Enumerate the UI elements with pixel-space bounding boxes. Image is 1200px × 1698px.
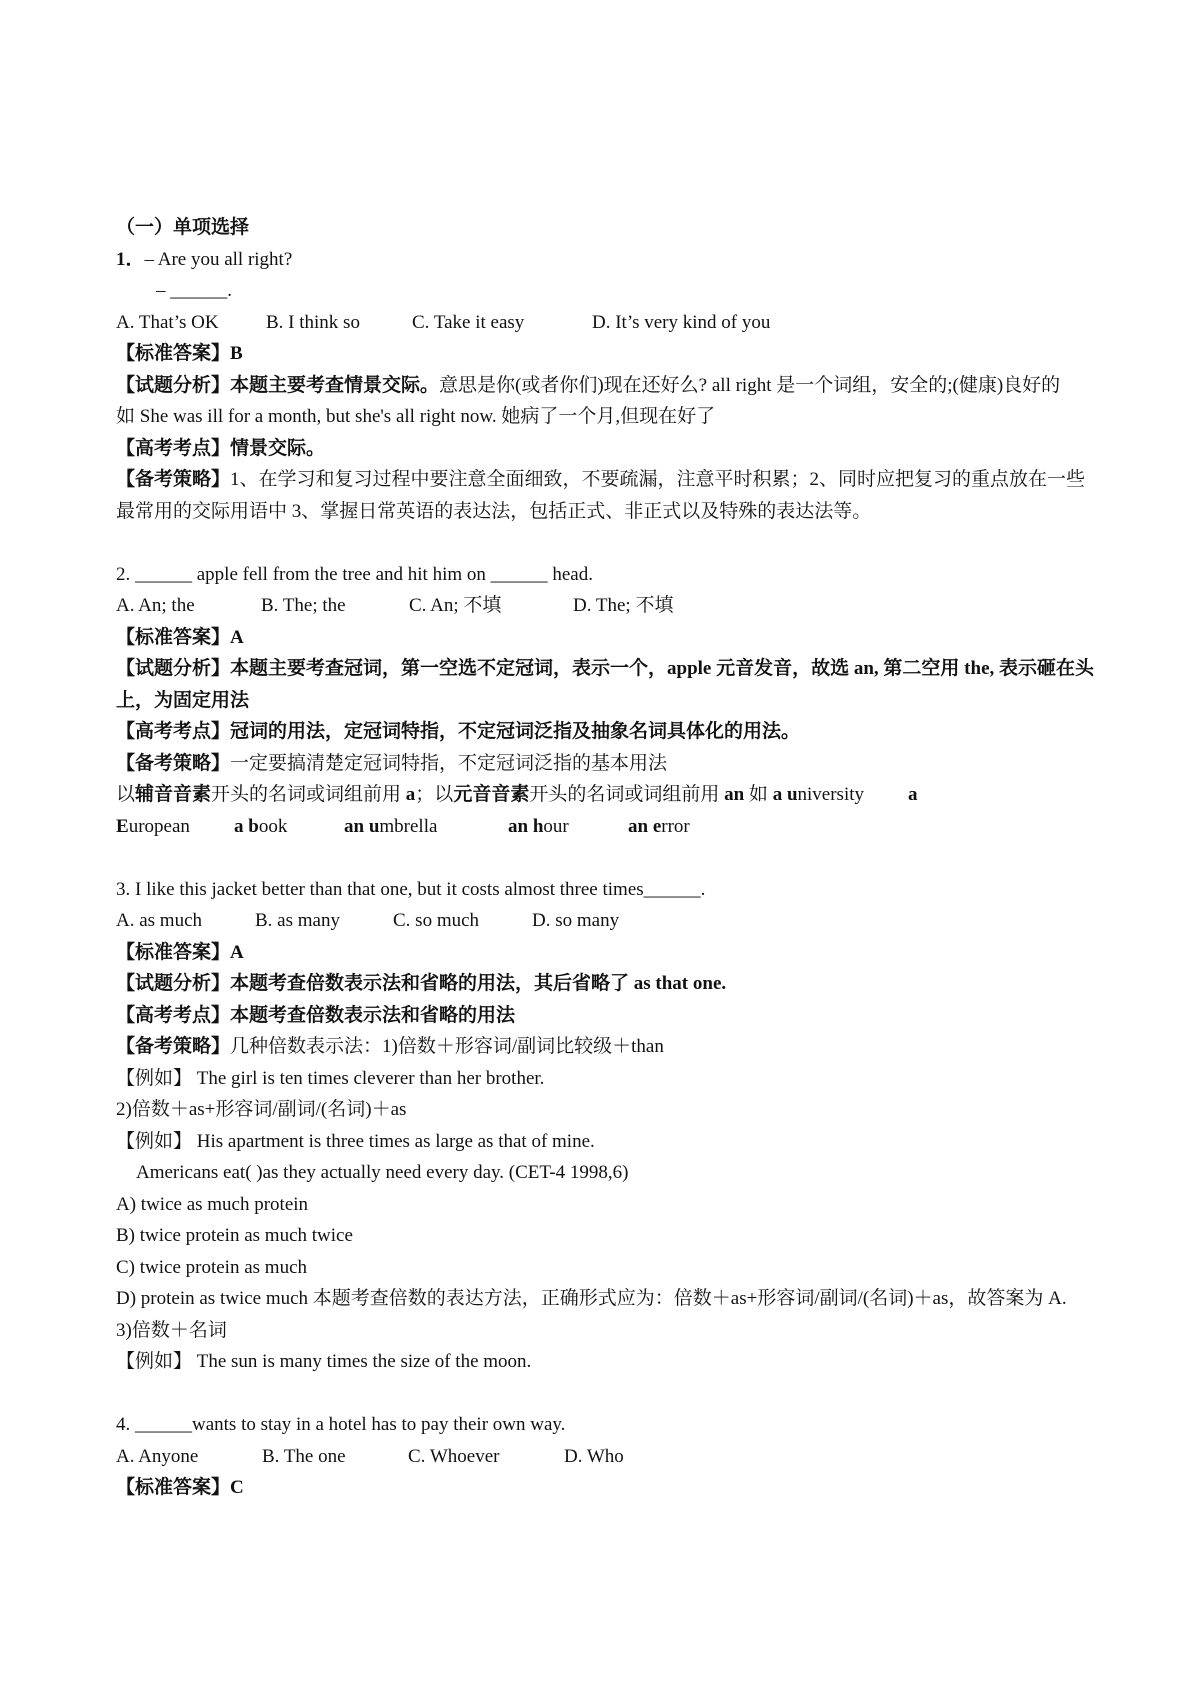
q1-point-text: 情景交际。	[230, 437, 326, 459]
q3-example-3: 【例如】 The sun is many times the size of the moon.	[116, 1351, 532, 1372]
q2-options	[116, 590, 1100, 622]
q1-option-d: D. It’s very kind of you	[592, 311, 771, 333]
q2-rule-part: ；以	[415, 784, 454, 805]
q4-option-a: A. Anyone	[116, 1445, 199, 1467]
q2-word-bold: E	[116, 815, 129, 837]
q1-stem	[116, 244, 1100, 276]
q2-rule-bold: an	[724, 784, 745, 805]
q1-strategy-text: 1、在学习和复习过程中要注意全面细致，不要疏漏，注意平时积累；2、同时应把复习的重点放在一些最常用的交际用语中 3、掌握日常英语的表达法，包括正式、非正式以及特殊的表达法等。	[116, 469, 1086, 522]
q2-example-words	[116, 811, 1100, 843]
q1-number: 1．	[116, 248, 145, 270]
q2-word	[628, 811, 690, 843]
q2-point	[116, 716, 1100, 748]
q2-rule-part: 以	[116, 784, 136, 805]
q2-rule-part: niversity	[797, 784, 865, 805]
q3-options	[116, 905, 1100, 937]
q2-word-rest: rror	[661, 815, 690, 837]
spacer	[116, 842, 1100, 874]
q1-analysis-bold: 本题主要考查情景交际。	[230, 374, 440, 396]
q2-word-rest: our	[543, 815, 569, 837]
q1-example: 如 She was ill for a month, but she's all right now. 她病了一个月,但现在好了	[116, 406, 716, 427]
q3-option-c: C. so much	[393, 910, 480, 931]
q2-word-rest: ook	[258, 815, 288, 837]
q2-answer-value: A	[230, 626, 244, 648]
q4-answer-label: 【标准答案】	[116, 1477, 231, 1498]
q2-rule-part: 如	[744, 784, 773, 805]
q3-analysis-text: 本题考查倍数表示法和省略的用法，其后省略了 as that one.	[230, 973, 727, 994]
q2-rule-part: 开头的名词或词组前用	[211, 784, 406, 805]
q3-formula-3: 3)倍数＋名词	[116, 1319, 227, 1341]
q2-word	[344, 811, 508, 843]
q1-reply: – ______.	[156, 280, 232, 301]
q2-analysis-text: 本题主要考查冠词，第一空选不定冠词，表示一个，apple 元音发音，故选 an, 第二空用 the, 表示砸在头上，为固定用法	[116, 658, 1095, 711]
q3-example-2: 【例如】 His apartment is three times as large as that of mine.	[116, 1130, 595, 1152]
q2-option-a: A. An; the	[116, 595, 195, 616]
q1-point	[116, 433, 1100, 465]
q3-formula-2: 2)倍数＋as+形容词/副词/(名词)＋as	[116, 1099, 407, 1120]
q3-answer	[116, 937, 1100, 969]
q1-point-label: 【高考考点】	[116, 437, 231, 459]
q4-option-c: C. Whoever	[408, 1445, 500, 1467]
q3-example-1: 【例如】 The girl is ten times cleverer than her brother.	[116, 1067, 545, 1089]
q3-option-a: A. as much	[116, 910, 203, 931]
q2-answer	[116, 622, 1100, 654]
q1-answer	[116, 338, 1100, 370]
q2-analysis	[116, 653, 1100, 716]
q2-rule-bold: a	[405, 784, 416, 805]
q3-example-2b: Americans eat( )as they actually need every day. (CET-4 1998,6)	[136, 1162, 629, 1183]
spacer	[116, 527, 1100, 559]
q1-option-c: C. Take it easy	[412, 311, 525, 333]
q2-word-bold: an e	[628, 815, 662, 837]
q2-rule	[116, 779, 1100, 811]
q2-point-text: 冠词的用法，定冠词特指，不定冠词泛指及抽象名词具体化的用法。	[230, 721, 801, 742]
q4-answer	[116, 1472, 1100, 1504]
q2-word-bold: an h	[508, 815, 544, 837]
q2-strategy-label: 【备考策略】	[116, 752, 231, 774]
q4-answer-value: C	[230, 1477, 244, 1498]
q2-option-b: B. The; the	[261, 595, 346, 616]
q3-stem: 3. I like this jacket better than that one, but it costs almost three times______.	[116, 878, 706, 900]
q3-point-text: 本题考查倍数表示法和省略的用法	[230, 1004, 516, 1026]
q2-word	[508, 811, 628, 843]
q3-choice-b: B) twice protein as much twice	[116, 1225, 353, 1246]
q2-word	[116, 811, 234, 843]
q3-point	[116, 1000, 1100, 1032]
q1-option-b: B. I think so	[266, 311, 360, 333]
q2-analysis-label: 【试题分析】	[116, 658, 231, 679]
q3-answer-value: A	[230, 941, 244, 963]
q1-analysis	[116, 370, 1100, 402]
q3-choice-c: C) twice protein as much	[116, 1256, 308, 1278]
q2-word-bold: an u	[344, 815, 380, 837]
document-content	[116, 212, 1100, 1504]
q3-analysis-label: 【试题分析】	[116, 973, 231, 994]
q4-stem: 4. ______wants to stay in a hotel has to pay their own way.	[116, 1414, 566, 1435]
q2-word-rest: uropean	[128, 815, 190, 837]
q1-stem-text: – Are you all right?	[144, 248, 293, 270]
q3-option-b: B. as many	[255, 910, 340, 931]
q4-options	[116, 1441, 1100, 1473]
q1-analysis-label: 【试题分析】	[116, 374, 231, 396]
q1-strategy-label: 【备考策略】	[116, 469, 231, 490]
q2-word-bold: a b	[234, 815, 259, 837]
section-title: （一）单项选择	[116, 217, 250, 238]
q3-choice-a: A) twice as much protein	[116, 1193, 309, 1215]
q2-stem: 2. ______ apple fell from the tree and hit him on ______ head.	[116, 563, 593, 585]
q3-analysis	[116, 968, 1100, 1000]
q2-rule-bold: a u	[772, 784, 798, 805]
q3-choice-d: D) protein as twice much 本题考查倍数的表达方法，正确形式应为：倍数＋as+形容词/副词/(名词)＋as，故答案为 A.	[116, 1288, 1067, 1309]
q3-strategy-label: 【备考策略】	[116, 1036, 231, 1057]
q3-strategy-text: 几种倍数表示法：1)倍数＋形容词/副词比较级＋than	[230, 1036, 664, 1057]
q2-option-d: D. The; 不填	[573, 595, 674, 616]
q3-point-label: 【高考考点】	[116, 1004, 231, 1026]
q3-option-d: D. so many	[532, 910, 620, 931]
q1-answer-value: B	[230, 343, 243, 364]
q2-word-rest: mbrella	[379, 815, 438, 837]
q2-strategy	[116, 748, 1100, 780]
q2-strategy-text: 一定要搞清楚定冠词特指，不定冠词泛指的基本用法	[230, 752, 668, 774]
q2-rule-bold: 辅音音素	[135, 784, 212, 805]
q3-strategy	[116, 1031, 1100, 1063]
q3-answer-label: 【标准答案】	[116, 941, 231, 963]
q1-strategy	[116, 464, 1100, 527]
q2-rule-part: 开头的名词或词组前用	[529, 784, 725, 805]
q1-answer-label: 【标准答案】	[116, 343, 231, 364]
q2-point-label: 【高考考点】	[116, 721, 231, 742]
q4-option-b: B. The one	[262, 1445, 346, 1467]
q2-rule-bold: 元音音素	[453, 784, 530, 805]
q2-answer-label: 【标准答案】	[116, 626, 231, 648]
q4-option-d: D. Who	[564, 1445, 624, 1467]
q1-analysis-text: 意思是你(或者你们)现在还好么? all right 是一个词组，安全的;(健康)良好的	[439, 374, 1061, 396]
q2-rule-bold: a	[908, 784, 918, 805]
spacer	[116, 1378, 1100, 1410]
q1-option-a: A. That’s OK	[116, 311, 219, 333]
q2-word	[234, 811, 344, 843]
q2-option-c: C. An; 不填	[409, 595, 502, 616]
q1-options	[116, 307, 1100, 339]
